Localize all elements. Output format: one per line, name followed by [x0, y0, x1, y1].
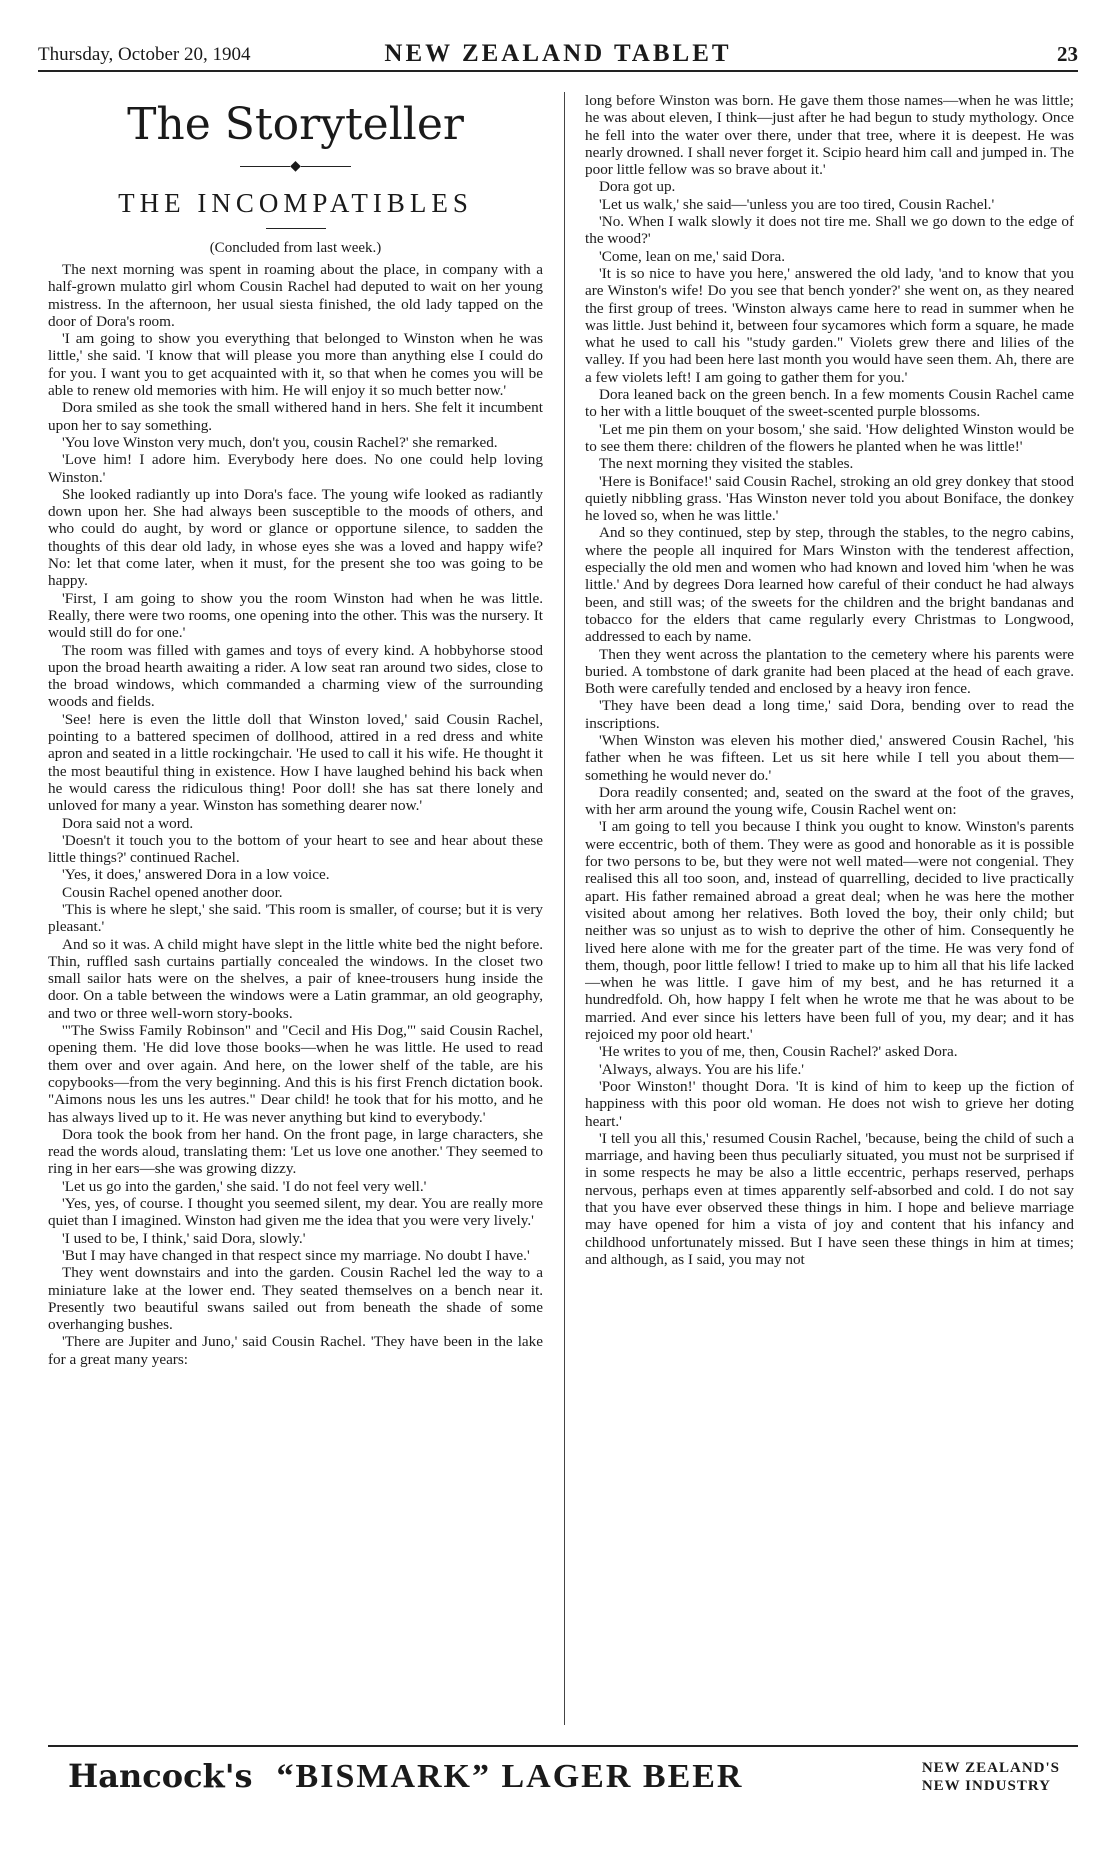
paragraph: Dora took the book from her hand. On the front page, in large characters, she read the words aloud, translating them: 'Let us love one another.' They seemed to ring in her ears—she was growing dizzy. — [48, 1125, 543, 1178]
paragraph: 'You love Winston very much, don't you, cousin Rachel?' she remarked. — [62, 433, 498, 451]
ad-tagline — [922, 1759, 1060, 1795]
paragraph: 'When Winston was eleven his mother died,' answered Cousin Rachel, 'his father when he was fifteen. Let us sit here while I tell you about them—something he would never do.' — [585, 731, 1074, 784]
title-rule — [266, 228, 326, 229]
paragraph: 'I am going to show you everything that belonged to Winston when he was little,' she said. 'I know that will please you more than anything else I could do for you. I want you to get acquainted with it, so that when he comes you will be able to renew old memories with him. He will enjoy it so much better now.' — [48, 330, 543, 400]
paragraph: She looked radiantly up into Dora's face. The young wife looked as radiantly down upon her. She had always been susceptible to the moods of others, and who could do aught, by word or glance or opportune silence, to sadden the thoughts of this dear old lady, in whose eyes she was a loved and happy wife? No: let that come later, when it must, for the present she too was going to be happy. — [48, 485, 543, 590]
paragraph: 'I am going to tell you because I think you ought to know. Winston's parents were eccentric, both of them. They were as good and honorable as it is possible for two persons to be, but they were not well mated—were not congenial. They realised this all too soon, and, instead of quarrelling, decided to live practically apart. His father remained abroad a great deal; when he was here the mother visited about among her relatives. Both loved the boy, their only child; but neither was so unjust as to wish to deprive the other of him. Consequently he lived here alone with me for the greater part of the time. He was very fond of them, though, poor little fellow! I tried to make up to him all that his life lacked—when he was little. I gave him of my best, and he has returned it a hundredfold. Oh, how happy I felt when he wrote me that he was about to be married. And ever since his letters have been full of you, my dear; and it has rejoiced my poor old heart.' — [585, 818, 1074, 1044]
paragraph: 'There are Jupiter and Juno,' said Cousin Rachel. 'They have been in the lake for a great many years: — [48, 1333, 543, 1368]
ad-tagline-2: NEW INDUSTRY — [921, 1778, 1051, 1794]
paragraph: 'I tell you all this,' resumed Cousin Rachel, 'because, being the child of such a marriage, and having been thus peculiarly situated, you must not be surprised if in some respects he may be also a little eccentric, perhaps reserved, perhaps nervous, perhaps even at times apparently self-absorbed and cold. I do not say that you have ever observed these things in him. I hope and believe marriage may have opened for him a vista of joy and content that his infancy and childhood unfortunately missed. But I have seen these things in him at times; and although, as I said, you may not — [585, 1129, 1074, 1268]
paragraph: 'No. When I walk slowly it does not tire me. Shall we go down to the edge of the wood?' — [585, 213, 1074, 248]
paragraph: Dora smiled as she took the small withered hand in hers. She felt it incumbent upon her to say something. — [48, 399, 543, 434]
ad-brand: Hancock's — [68, 1757, 253, 1795]
paragraph: long before Winston was born. He gave them those names—when he was little; he was about eleven, I think—just after he had begun to study mythology. Once he fell into the water over there, under that tree, where it is deepest. He was nearly drowned. I shall never forget it. Scipio heard him call and jumped in. The poor little fellow was so brave about it.' — [585, 92, 1074, 179]
ad-text — [68, 1757, 744, 1796]
paragraph: 'Let me pin them on your bosom,' she said. 'How delighted Winston would be to see them there: children of the flowers he planted when he was little!' — [585, 420, 1074, 455]
paragraph: 'It is so nice to have you here,' answered the old lady, 'and to know that you are Winston's wife! Do you see that bench yonder?' she went on, as they neared the first group of trees. 'Winston always came here to read in summer when he was little. Just behind it, between four sycamores which form a square, he made what he used to call his "study garden." Violets grew there and lilies of the valley. If you had been here last month you would have seen them. Ah, there are a few violets left! I am going to gather them for you.' — [585, 264, 1074, 386]
paragraph: The next morning was spent in roaming about the place, in company with a half-grown mulatto girl whom Cousin Rachel had deputed to wait on her young mistress. In the afternoon, her usual siesta finished, the old lady tapped on the door of Dora's room. — [48, 261, 543, 330]
paragraph: 'But I may have changed in that respect since my marriage. No doubt I have.' — [62, 1246, 530, 1264]
paragraph: 'Let us go into the garden,' she said. 'I do not feel very well.' — [62, 1177, 427, 1195]
article-columns — [48, 92, 1074, 1725]
newspaper-title: NEW ZEALAND TABLET — [384, 40, 732, 67]
right-column — [585, 92, 1074, 1725]
paragraph: 'Doesn't it touch you to the bottom of your heart to see and hear about these little things?' continued Rachel. — [48, 831, 543, 867]
page-header — [38, 40, 1078, 72]
ad-tagline-1: NEW ZEALAND'S — [921, 1760, 1060, 1776]
paragraph: 'He writes to you of me, then, Cousin Rachel?' asked Dora. — [599, 1043, 958, 1061]
paragraph: 'This is where he slept,' she said. 'This room is smaller, of course; but it is very pleasant.' — [48, 900, 543, 936]
page-number: 23 — [1057, 42, 1078, 66]
story-title: THE INCOMPATIBLES — [118, 188, 473, 218]
paragraph: 'Yes, yes, of course. I thought you seemed silent, my dear. You are really more quiet than I imagined. Winston had given me the idea that you were very lively.' — [48, 1195, 543, 1230]
paragraph: 'First, I am going to show you the room Winston had when he was little. Really, there were two rooms, one opening into the other. This was the nursery. It would still do for one.' — [48, 589, 543, 642]
paragraph: 'Let us walk,' she said—'unless you are too tired, Cousin Rachel.' — [599, 195, 995, 213]
paragraph: They went downstairs and into the garden. Cousin Rachel led the way to a miniature lake at the lower end. They seated themselves on a bench near it. Presently two beautiful swans sailed out from beneath the shade of some overhanging bushes. — [48, 1264, 543, 1334]
left-column — [48, 92, 543, 1725]
paragraph: Dora readily consented; and, seated on the sward at the foot of the graves, with her arm around the young wife, Cousin Rachel went on: — [585, 783, 1074, 819]
paragraph: Dora leaned back on the green bench. In a few moments Cousin Rachel came to her with a little bouquet of the sweet-scented purple blossoms. — [585, 386, 1074, 421]
ornament-divider: ◆ — [48, 160, 543, 174]
paragraph: 'Always, always. You are his life.' — [599, 1060, 804, 1078]
paragraph: 'Come, lean on me,' said Dora. — [599, 247, 785, 265]
paragraph: '"The Swiss Family Robinson" and "Cecil and His Dog,"' said Cousin Rachel, opening them. 'He did love those books—when he was little. He used to read them over and over again. And here, on the lower shelf of the table, are his copybooks—from the very beginning. And this is his first French dictation book. "Aimons nous les uns les autres." Dear child! he took that for his motto, and he has always lived up to it. He was never anything but kind to everybody.' — [48, 1022, 543, 1126]
paragraph: And so it was. A child might have slept in the little white bed the night before. Thin, ruffled sash curtains partially concealed the windows. In the closet two small sailor hats were on the shelves, a pair of knee-trousers hung inside the door. On a table between the windows were a Latin grammar, an old geography, and two or three well-worn story-books. — [48, 935, 543, 1022]
paragraph: 'Yes, it does,' answered Dora in a low voice. — [62, 866, 330, 884]
paragraph: 'They have been dead a long time,' said Dora, bending over to read the inscriptions. — [585, 697, 1074, 732]
advertisement-banner — [48, 1745, 1078, 1807]
paragraph: 'See! here is even the little doll that Winston loved,' said Cousin Rachel, pointing to a battered specimen of dollhood, attired in a red dress and white apron and seated in a little rockingchair. 'He used to call it his wife. He thought it the most beautiful thing in existence. How I have laughed behind his back when he would caress the ridiculous thing! Poor doll! she has sat there lonely and unloved for many a year. Winston has something dearer now.' — [48, 710, 543, 815]
right-column-text — [585, 92, 1074, 1268]
ad-product: “BISMARK” LAGER BEER — [276, 1758, 744, 1795]
paragraph: Then they went across the plantation to the cemetery where his parents were buried. A tombstone of dark granite had been placed at the head of each grave. Both were carefully tended and enclosed by a heavy iron fence. — [585, 645, 1074, 698]
issue-date: Thursday, October 20, 1904 — [38, 44, 251, 65]
paragraph: 'Here is Boniface!' said Cousin Rachel, stroking an old grey donkey that stood quietly nibbling grass. 'Has Winston never told you about Boniface, the donkey he loved so, when he was little.' — [585, 472, 1074, 525]
paragraph: Dora got up. — [599, 178, 676, 196]
paragraph: Cousin Rachel opened another door. — [62, 883, 283, 901]
section-title: The Storyteller — [127, 99, 464, 150]
paragraph: 'Poor Winston!' thought Dora. 'It is kind of him to keep up the fiction of happiness with this poor old woman. He does not wish to grieve her doting heart.' — [585, 1077, 1074, 1130]
paragraph: The room was filled with games and toys of every kind. A hobbyhorse stood upon the broad hearth awaiting a rider. A low seat ran around two sides, close to the broad windows, which commanded a charming view of the surrounding woods and fields. — [48, 641, 543, 711]
concluded-note: (Concluded from last week.) — [209, 240, 382, 256]
paragraph: Dora said not a word. — [62, 814, 194, 832]
paragraph: The next morning they visited the stables. — [599, 455, 854, 473]
paragraph: 'I used to be, I think,' said Dora, slowly.' — [62, 1229, 306, 1247]
column-rule — [564, 92, 565, 1725]
paragraph: And so they continued, step by step, through the stables, to the negro cabins, where the people all inquired for Mars Winston with the tenderest affection, especially the old men and women who had known and loved him 'when he was little.' And by degrees Dora learned how careful of their conduct he had always been, and still was; of the sweets for the children and the bright bandanas and tobacco for the elders that came regularly every Christmas to Longwood, addressed to each by name. — [585, 524, 1074, 646]
paragraph: 'Love him! I adore him. Everybody here does. No one could help loving Winston.' — [48, 451, 543, 486]
left-column-text — [48, 261, 543, 1368]
